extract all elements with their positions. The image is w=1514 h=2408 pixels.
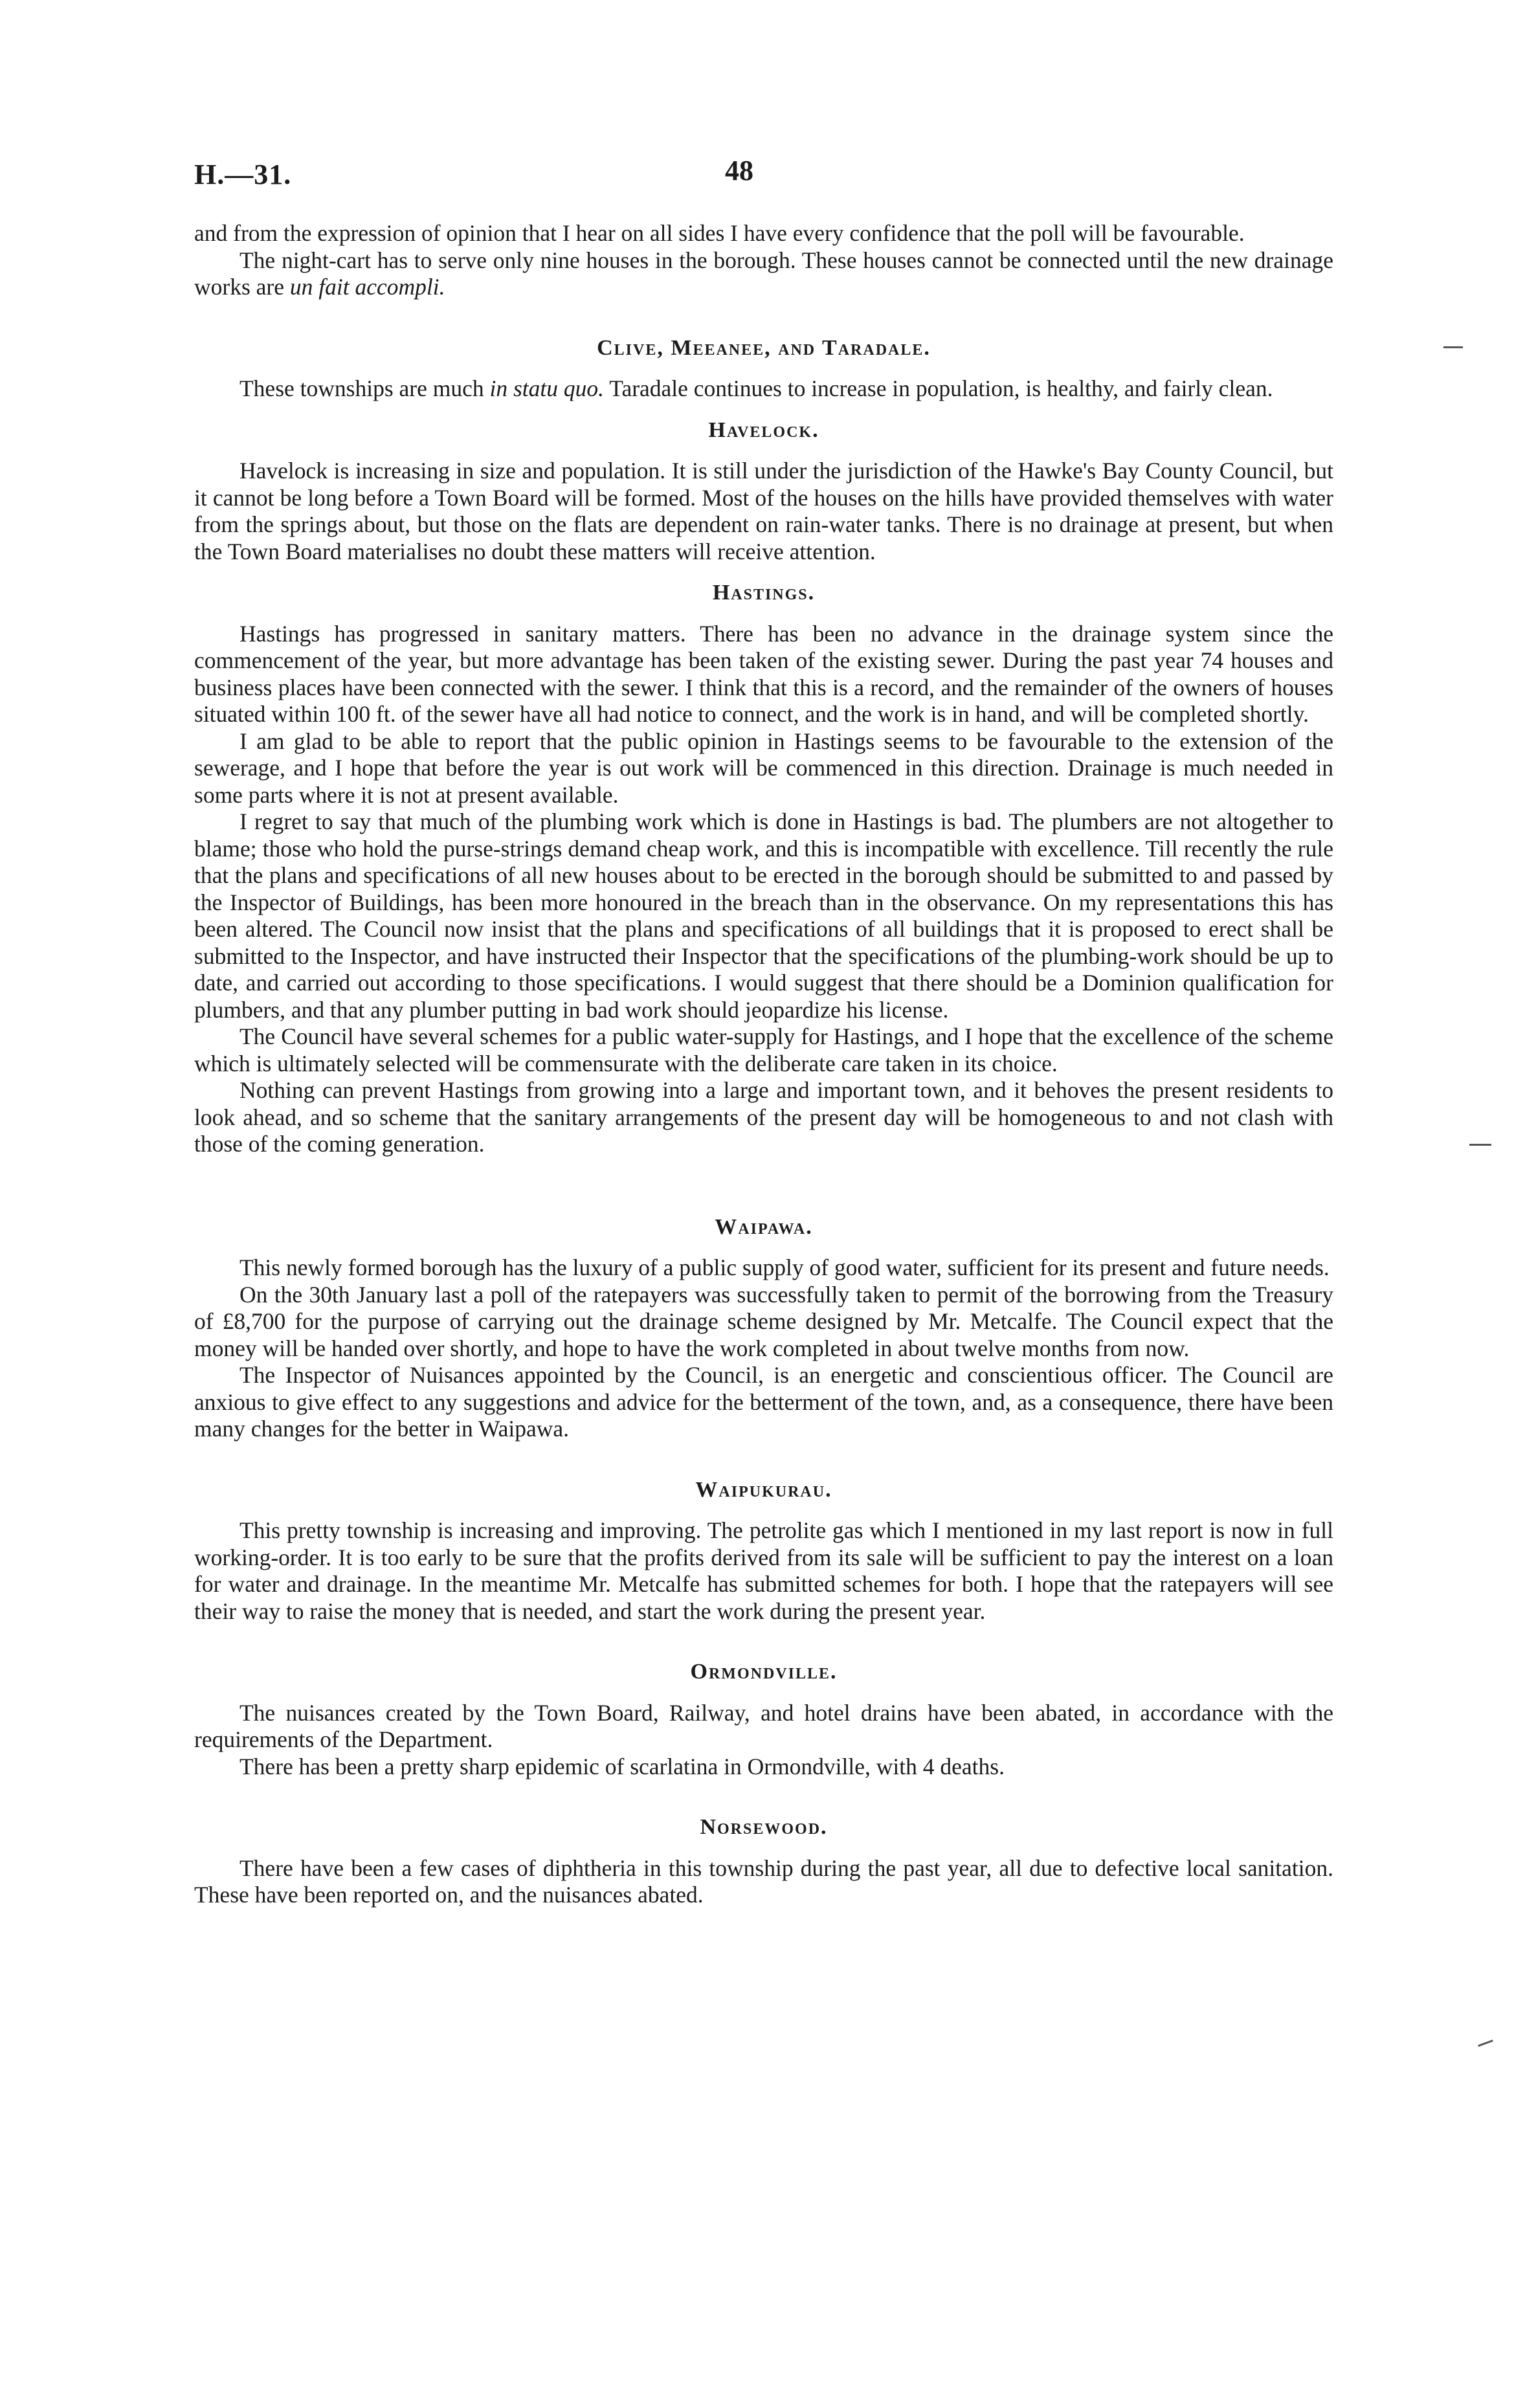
page-header [194,155,1333,203]
page-number: 48 [725,155,753,186]
intro-p2-italic: un fait accompli. [289,274,445,300]
waipawa-paragraph-2: On the 30th January last a poll of the ratepayers was successfully taken to permit of the borrowing from the Treasury of £8,700 for the purpose of carrying out the drainage scheme designed by Mr. Metcalfe. The Council expect that the money will be handed over shortly, and hope to have the work completed in about twelve months from now. [194,1281,1333,1361]
margin-mark [1469,1144,1491,1146]
section-title-havelock: Havelock. [708,418,819,442]
hastings-paragraph-3: I regret to say that much of the plumbing work which is done in Hastings is bad. The plumbers are not altogether to blame; those who hold the purse-strings demand cheap work, and this is incompatible with excellence. Till recently the rule that the plans and specifications of all new houses about to be erected in the borough should be submitted to and passed by the Inspector of Buildings, has been more honoured in the breach than in the observance. On my representations this has been altered. The Council now insist that the plans and specifications of all buildings that it is proposed to erect shall be submitted to the Inspector, and have instructed their Inspector that the specifications of the plumbing-work should be up to date, and carried out according to those specifications. I would suggest that there should be a Dominion qualification for plumbers, and that any plumber putting in bad work should jeopardize his license. [194,808,1333,1023]
body-text [194,220,1333,1909]
hastings-paragraph-1: Hastings has progressed in sanitary matters. There has been no advance in the drainage system since the commencement of the year, but more advantage has been taken of the existing sewer. During the past year 74 houses and business places have been connected with the sewer. I think that this is a record, and the remainder of the owners of houses situated within 100 ft. of the sewer have all had notice to connect, and the work is in hand, and will be completed shortly. [194,620,1333,727]
waipukurau-paragraph-1: This pretty township is increasing and improving. The petrolite gas which I mentioned in my last report is now in full working-order. It is too early to be sure that the profits derived from its sale will be sufficient to pay the interest on a loan for water and drainage. In the meantime Mr. Metcalfe has submitted schemes for both. I hope that the ratepayers will see their way to raise the money that is needed, and start the work during the present year. [194,1517,1333,1624]
intro-paragraph-1: and from the expression of opinion that I hear on all sides I have every confidence that the poll will be favourable. [194,220,1245,246]
intro-p2-text: The night-cart has to serve only nine houses in the borough. These houses cannot be connected until the new drainage works are [194,247,1333,300]
section-title-waipawa: Waipawa. [715,1214,813,1239]
margin-mark [1443,346,1463,348]
hastings-paragraph-4: The Council have several schemes for a public water-supply for Hastings, and I hope that the excellence of the scheme which is ultimately selected will be commensurate with the deliberate care taken in its choice. [194,1023,1333,1076]
clive-p1-text: These townships are much [239,375,490,401]
margin-mark [1478,2040,1493,2047]
document-id: H.—31. [194,159,292,190]
intro-paragraph-2 [194,247,1333,301]
havelock-paragraph-1: Havelock is increasing in size and population. It is still under the jurisdiction of the Hawke's Bay County Council, but it cannot be long before a Town Board will be formed. Most of the houses on the hills have provided themselves with water from the springs about, but those on the flats are dependent on rain-water tanks. There is no drainage at present, but when the Town Board materialises no doubt these matters will receive attention. [194,458,1333,564]
clive-paragraph-1 [194,375,1333,403]
hastings-paragraph-2: I am glad to be able to report that the public opinion in Hastings seems to be favourable to the extension of the sewerage, and I hope that before the year is out work will be commenced in this direction. Drainage is much needed in some parts where it is not at present available. [194,728,1333,808]
section-title-ormondville: Ormondville. [690,1660,838,1684]
section-title-norsewood: Norsewood. [700,1815,828,1839]
waipawa-paragraph-1: This newly formed borough has the luxury of a public supply of good water, sufficient for its present and future needs. [239,1254,1330,1280]
ormondville-paragraph-1: The nuisances created by the Town Board, Railway, and hotel drains have been abated, in accordance with the requirements of the Department. [194,1699,1333,1752]
section-title-clive: Clive, Meeanee, and Taradale. [597,335,931,360]
clive-p1-end: Taradale continues to increase in population, is healthy, and fairly clean. [604,375,1273,401]
waipawa-paragraph-3: The Inspector of Nuisances appointed by the Council, is an energetic and conscientious officer. The Council are anxious to give effect to any suggestions and advice for the betterment of the town, and, as a consequence, there have been many changes for the better in Waipawa. [194,1362,1333,1442]
section-title-hastings: Hastings. [712,581,816,605]
norsewood-paragraph-1: There have been a few cases of diphtheria in this township during the past year, all due to defective local sanitation. These have been reported on, and the nuisances abated. [194,1855,1333,1908]
ormondville-paragraph-2: There has been a pretty sharp epidemic of scarlatina in Ormondville, with 4 deaths. [239,1753,1005,1779]
clive-p1-italic: in statu quo. [489,375,604,401]
hastings-paragraph-5: Nothing can prevent Hastings from growing into a large and important town, and it behoves the present residents to look ahead, and so scheme that the sanitary arrangements of the present day will be homogeneous to and not clash with those of the coming generation. [194,1077,1333,1157]
section-title-waipukurau: Waipukurau. [695,1477,832,1502]
